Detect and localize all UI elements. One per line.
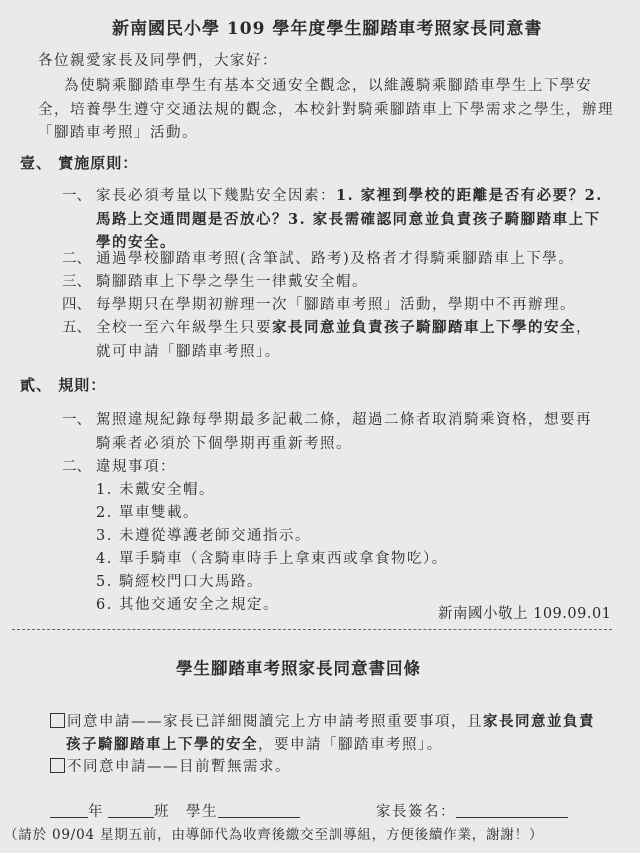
disagree-checkbox[interactable] (50, 758, 65, 773)
s1-item-4-text: 每學期只在學期初辦理一次「腳踏車考照」活動，學期中不再辦理。 (96, 297, 576, 313)
disagree-option: 不同意申請——目前暫無需求。 (50, 755, 291, 776)
s1-item-1-line-2: 馬路上交通問題是否放心？3. 家長需確認同意並負責孩子騎腳踏車上下 (96, 211, 601, 228)
s2-item-1-line-1: 駕照違規紀錄每學期最多記載二條，超過二條者取消騎乘資格，想要再 (96, 412, 592, 428)
intro-line-3: 「腳踏車考照」活動。 (38, 125, 198, 141)
s1-item-2-num: 二、 (62, 251, 91, 267)
agree-line-2: 孩子騎腳踏車上下學的安全，要申請「腳踏車考照」。 (66, 736, 443, 753)
intro-line-1: 為使騎乘腳踏車學生有基本交通安全觀念，以維護騎乘腳踏車學生上下學安 (64, 78, 592, 94)
parent-signature-field[interactable] (456, 803, 568, 818)
section-2-heading: 貳、 規則： (20, 376, 107, 394)
agree-checkbox[interactable] (50, 713, 65, 728)
disagree-label: 不同意申請 (67, 759, 147, 775)
parent-sign-line: 家長簽名： (376, 800, 568, 821)
section-1-heading: 壹、 實施原則： (20, 154, 139, 172)
violation-item: 3. 未遵從導護老師交通指示。 (96, 528, 311, 544)
s1-item-1-line-1: 家長必須考量以下幾點安全因素：1. 家裡到學校的距離是否有必要？2. (96, 187, 603, 204)
student-info-line: 年 班 學生 (50, 800, 300, 821)
s1-item-3-text: 騎腳踏車上下學之學生一律戴安全帽。 (96, 274, 368, 290)
intro-line-2: 全，培養學生遵守交通法規的觀念，本校針對騎乘腳踏車上下學需求之學生，辦理 (38, 102, 614, 118)
s1-item-5-line-1: 全校一至六年級學生只要家長同意並負責孩子騎腳踏車上下學的安全， (96, 319, 592, 336)
reply-title: 學生腳踏車考照家長同意書回條 (176, 659, 421, 678)
s1-item-2-text: 通過學校腳踏車考照(含筆試、路考)及格者才得騎乘腳踏車上下學。 (96, 251, 575, 267)
form-title: 新南國民小學 109 學年度學生腳踏車考照家長同意書 (112, 19, 543, 39)
grade-field[interactable] (50, 803, 88, 818)
cut-line (12, 629, 612, 630)
signature-date: 新南國小敬上 109.09.01 (438, 606, 612, 622)
s1-item-3-num: 三、 (62, 274, 91, 290)
s1-item-1-line-3: 學的安全。 (96, 234, 176, 251)
s1-item-5-line-2: 就可申請「腳踏車考照」。 (96, 344, 281, 360)
violation-item: 5. 騎經校門口大馬路。 (96, 574, 263, 590)
greeting: 各位親愛家長及同學們，大家好： (38, 53, 278, 69)
violation-item: 4. 單手騎車（含騎車時手上拿東西或拿食物吃）。 (96, 551, 448, 567)
footer-note: （請於 09/04 星期五前，由導師代為收齊後繳交至訓導組，方便後續作業，謝謝！） (4, 827, 544, 843)
violations-label: 違規事項： (96, 459, 176, 475)
violation-item: 2. 單車雙載。 (96, 505, 199, 521)
violation-item: 6. 其他交通安全之規定。 (96, 597, 279, 613)
s2-item-2-num: 二、 (62, 459, 91, 475)
agree-option: 同意申請——家長已詳細閱讀完上方申請考照重要事項，且家長同意並負責 (50, 710, 595, 731)
s2-item-1-num: 一、 (62, 412, 91, 428)
s1-item-1-num: 一、 (62, 188, 91, 204)
s2-item-1-line-2: 騎乘者必須於下個學期再重新考照。 (96, 436, 352, 452)
student-name-field[interactable] (218, 803, 300, 818)
s1-item-5-num: 五、 (62, 320, 91, 336)
agree-label: 同意申請 (67, 714, 131, 730)
violation-item: 1. 未戴安全帽。 (96, 482, 215, 498)
s1-item-4-num: 四、 (62, 297, 91, 313)
class-field[interactable] (108, 803, 154, 818)
